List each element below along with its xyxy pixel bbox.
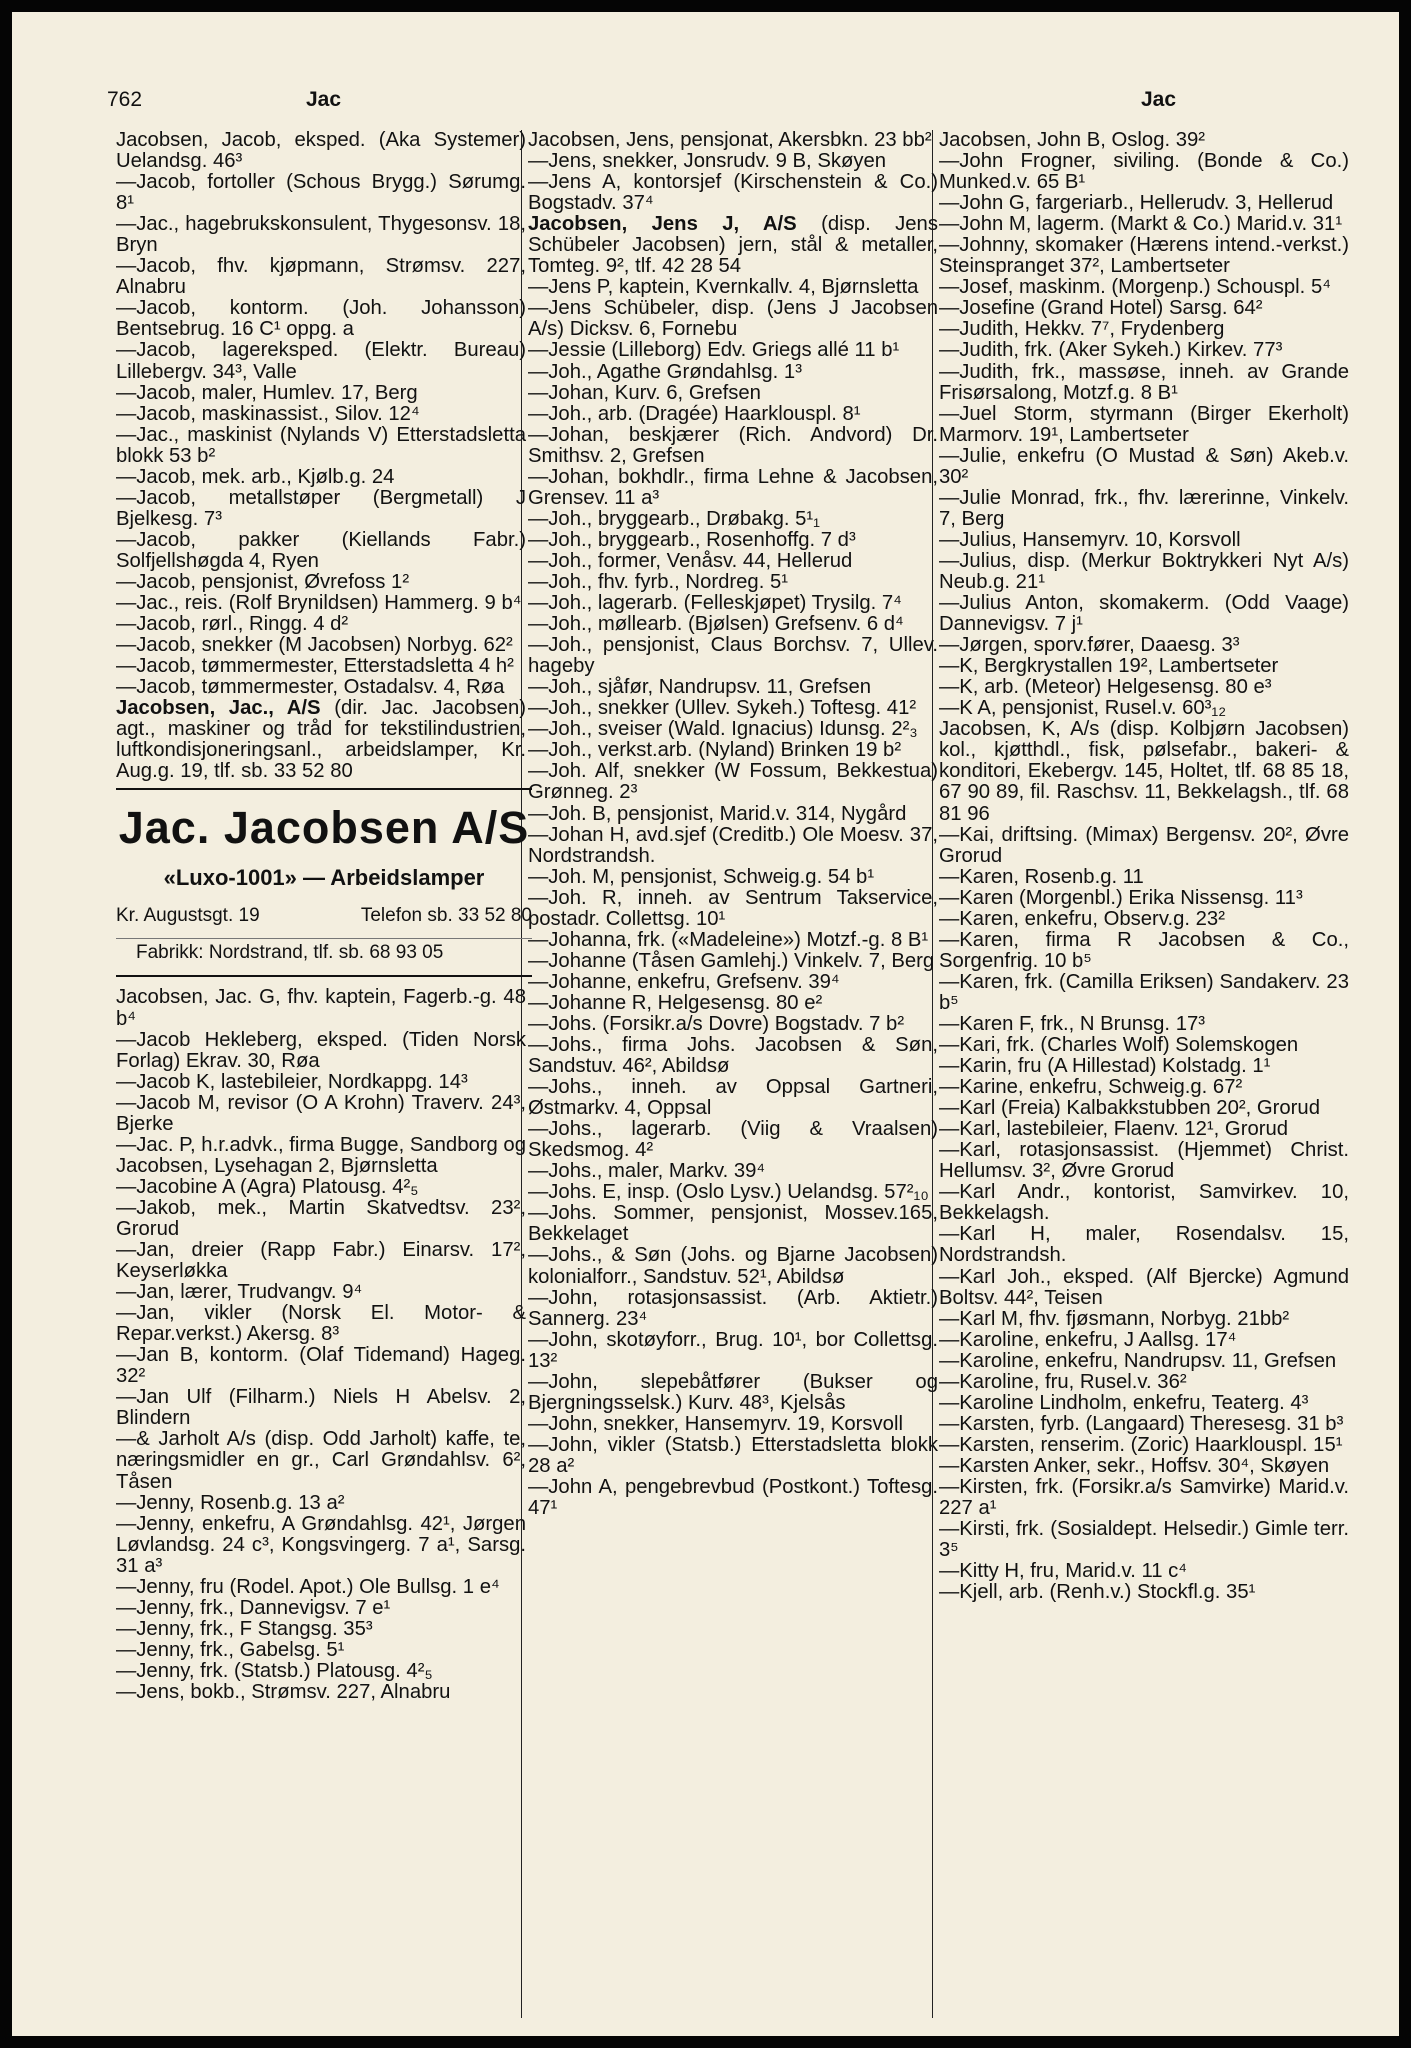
directory-entry: —John, rotasjonsassist. (Arb. Aktietr.) Sannerg. 23⁴ <box>528 1286 938 1330</box>
directory-entry: —Joh., møllearb. (Bjølsen) Grefsenv. 6 d⁴ <box>528 613 904 636</box>
directory-entry: —Joh. R, inneh. av Sentrum Takservice, postadr. Collettsg. 10¹ <box>528 886 938 930</box>
directory-entry: —Jacob, fortoller (Schous Brygg.) Sørumg. 8¹ <box>116 171 526 215</box>
directory-entry: —Joh. M, pensjonist, Schweig.g. 54 b¹ <box>528 865 875 888</box>
directory-entry: —Karen, Rosenb.g. 11 <box>939 865 1144 888</box>
directory-entry: Jacobsen, K, A/s (disp. Kolbjørn Jacobsen) kol., kjøtthdl., fisk, pølsefabr., bakeri- & konditori, Ekebergv. 145, Holtet, tlf. 68 85 18, 67 90 89, fil. Raschsv. 11, Bekkelagsh., tlf. 68 81 96 <box>939 718 1349 825</box>
directory-entry: —Jan, lærer, Trudvangv. 9⁴ <box>116 1281 363 1304</box>
directory-entry: —Joh., Agathe Grøndahlsg. 1³ <box>528 360 802 383</box>
directory-entry: —Joh., arb. (Dragée) Haarklouspl. 8¹ <box>528 402 861 425</box>
running-head-left: Jac <box>306 88 342 111</box>
directory-entry: —Jenny, frk. (Statsb.) Platousg. 4²₅ <box>116 1659 433 1682</box>
directory-entry: —Karoline, fru, Rusel.v. 36² <box>939 1370 1187 1393</box>
directory-page <box>12 12 1399 2036</box>
directory-entry: —Karen, firma R Jacobsen & Co., Sorgenfrig. 10 b⁵ <box>939 928 1349 972</box>
directory-entry: —K, arb. (Meteor) Helgesensg. 80 e³ <box>939 676 1272 699</box>
directory-entry: —Judith, frk. (Aker Sykeh.) Kirkev. 77³ <box>939 339 1283 362</box>
directory-entry: —Juel Storm, styrmann (Birger Ekerholt) Marmorv. 19¹, Lambertseter <box>939 402 1349 446</box>
directory-entry: —Jacob M, revisor (O A Krohn) Traverv. 24³, Bjerke <box>116 1091 526 1135</box>
directory-entry: —Karl (Freia) Kalbakkstubben 20², Grorud <box>939 1097 1320 1120</box>
directory-entry: —Jacob, metallstøper (Bergmetall) J Bjelkesg. 7³ <box>116 486 526 530</box>
directory-entry: —Jacob, maler, Humlev. 17, Berg <box>116 381 418 404</box>
directory-entry: —Judith, Hekkv. 7⁷, Frydenberg <box>939 318 1225 341</box>
directory-entry: —Karoline, enkefru, J Aallsg. 17⁴ <box>939 1328 1237 1351</box>
advertisement-box <box>116 788 532 977</box>
directory-entry: —Jørgen, sporv.fører, Daaesg. 3³ <box>939 634 1240 657</box>
directory-entry: —Jan, dreier (Rapp Fabr.) Einarsv. 17², Keyserløkka <box>116 1239 526 1283</box>
directory-entry: —Jacob, lagereksped. (Elektr. Bureau) Lillebergv. 34³, Valle <box>116 339 526 383</box>
directory-entry: —Johs., & Søn (Johs. og Bjarne Jacobsen) kolonialforr., Sandstuv. 52¹, Abildsø <box>528 1244 938 1288</box>
firm-entry: Jacobsen, Jac., A/S (dir. Jac. Jacobsen) agt., maskiner og tråd for tekstilindustrien, luftkondisjoneringsanl., arbeidslamper, Kr. Aug.g. 19, tlf. sb. 33 52 80 <box>116 697 526 783</box>
directory-entry: —Jacobine A (Agra) Platousg. 4²₅ <box>116 1175 419 1198</box>
directory-entry: —Johan H, avd.sjef (Creditb.) Ole Moesv. 37, Nordstrandsh. <box>528 823 938 867</box>
directory-entry: —Jacob, tømmermester, Ostadalsv. 4, Røa <box>116 676 505 699</box>
directory-entry: —Jac., reis. (Rolf Brynildsen) Hammerg. 9 b⁴ <box>116 592 522 615</box>
directory-entry: —Jacob Hekleberg, eksped. (Tiden Norsk Forlag) Ekrav. 30, Røa <box>116 1028 526 1072</box>
directory-entry: —Kirsti, frk. (Sosialdept. Helsedir.) Gimle terr. 3⁵ <box>939 1518 1349 1562</box>
directory-entry: —Jacob, pakker (Kiellands Fabr.) Solfjellshøgda 4, Ryen <box>116 528 526 572</box>
directory-entry: —Johs., inneh. av Oppsal Gartneri, Østmarkv. 4, Oppsal <box>528 1076 938 1120</box>
directory-entry: —Karl Andr., kontorist, Samvirkev. 10, Bekkelagsh. <box>939 1181 1349 1225</box>
directory-entry: —Johan, bokhdlr., firma Lehne & Jacobsen, Grensev. 11 a³ <box>528 465 938 509</box>
directory-entry: —Josefine (Grand Hotel) Sarsg. 64² <box>939 297 1263 320</box>
column-3 <box>939 130 1349 1603</box>
directory-entry: —Karl Joh., eksped. (Alf Bjercke) Agmund Boltsv. 44², Teisen <box>939 1265 1349 1309</box>
directory-entry: —Julius, disp. (Merkur Boktrykkeri Nyt A/s) Neub.g. 21¹ <box>939 549 1349 593</box>
directory-entry: —Jens A, kontorsjef (Kirschenstein & Co.) Bogstadv. 37⁴ <box>528 171 938 215</box>
directory-entry: —John, skotøyforr., Brug. 10¹, bor Collettsg. 13² <box>528 1328 938 1372</box>
directory-entry: —Jacob, mek. arb., Kjølb.g. 24 <box>116 465 395 488</box>
directory-entry: —Johanne (Tåsen Gamlehj.) Vinkelv. 7, Berg <box>528 949 935 972</box>
directory-entry: —Josef, maskinm. (Morgenp.) Schouspl. 5⁴ <box>939 276 1331 299</box>
directory-entry: —Karsten Anker, sekr., Hoffsv. 30⁴, Skøyen <box>939 1454 1330 1477</box>
directory-entry: —& Jarholt A/s (disp. Odd Jarholt) kaffe, te, næringsmidler en gr., Carl Grøndahlsv. 6², Tåsen <box>116 1428 526 1493</box>
directory-entry: —Jacob K, lastebileier, Nordkappg. 14³ <box>116 1070 468 1093</box>
directory-entry: —Jenny, Rosenb.g. 13 a² <box>116 1491 345 1514</box>
directory-entry: —Jacob, kontorm. (Joh. Johansson) Bentsebrug. 16 C¹ oppg. a <box>116 297 526 341</box>
directory-entry: Jacobsen, John B, Oslog. 39² <box>939 129 1206 151</box>
directory-entry: —Jacob, fhv. kjøpmann, Strømsv. 227, Alnabru <box>116 255 526 299</box>
directory-entry: —Julius, Hansemyrv. 10, Korsvoll <box>939 528 1241 551</box>
directory-entry: —Jakob, mek., Martin Skatvedtsv. 23², Grorud <box>116 1196 526 1240</box>
column-2 <box>528 130 938 1519</box>
directory-entry: —Jac. P, h.r.advk., firma Bugge, Sandborg og Jacobsen, Lysehagan 2, Bjørnsletta <box>116 1133 526 1177</box>
directory-entry: —Jenny, enkefru, A Grøndahlsg. 42¹, Jørgen Løvlandsg. 24 c³, Kongsvingerg. 7 a¹, Sarsg. 31 a³ <box>116 1512 526 1577</box>
directory-entry: —Julie Monrad, frk., fhv. lærerinne, Vinkelv. 7, Berg <box>939 486 1349 530</box>
directory-entry: —Karl, lastebileier, Flaenv. 12¹, Grorud <box>939 1118 1289 1141</box>
directory-entry: —John A, pengebrevbud (Postkont.) Toftesg. 47¹ <box>528 1476 938 1520</box>
directory-entry: —John M, lagerm. (Markt & Co.) Marid.v. 31¹ <box>939 213 1343 236</box>
directory-entry: —Jacob, snekker (M Jacobsen) Norbyg. 62² <box>116 634 513 657</box>
directory-entry: —Karl, rotasjonsassist. (Hjemmet) Christ. Hellumsv. 3², Øvre Grorud <box>939 1139 1349 1183</box>
directory-entry: —Jacob, maskinassist., Silov. 12⁴ <box>116 402 420 425</box>
directory-entry: —K, Bergkrystallen 19², Lambertseter <box>939 655 1279 678</box>
firm-entry: Jacobsen, Jens J, A/S (disp. Jens Schübeler Jacobsen) jern, stål & metaller, Tomteg. 9², tlf. 42 28 54 <box>528 213 938 278</box>
directory-entry: —Karen, enkefru, Observ.g. 23² <box>939 907 1225 930</box>
directory-entry: —Kari, frk. (Charles Wolf) Solemskogen <box>939 1034 1299 1057</box>
directory-entry: —Joh., bryggearb., Rosenhoffg. 7 d³ <box>528 528 856 551</box>
directory-entry: —Jenny, fru (Rodel. Apot.) Ole Bullsg. 1 e⁴ <box>116 1575 500 1598</box>
directory-entry: —Julius Anton, skomakerm. (Odd Vaage) Dannevigsv. 7 j¹ <box>939 592 1349 636</box>
directory-entry: —Johan, beskjærer (Rich. Andvord) Dr. Smithsv. 2, Grefsen <box>528 423 938 467</box>
directory-entry: —Karine, enkefru, Schweig.g. 67² <box>939 1076 1243 1099</box>
page-number: 762 <box>107 88 143 111</box>
directory-entry: —John, vikler (Statsb.) Etterstadsletta blokk 28 a² <box>528 1433 938 1477</box>
directory-entry: —Karin, fru (A Hillestad) Kolstadg. 1¹ <box>939 1055 1271 1078</box>
directory-entry: —Joh., lagerarb. (Felleskjøpet) Trysilg. 7⁴ <box>528 592 902 615</box>
directory-entry: Jacobsen, Jens, pensjonat, Akersbkn. 23 bb² <box>528 129 932 151</box>
directory-entry: —Julie, enkefru (O Mustad & Søn) Akeb.v. 30² <box>939 444 1349 488</box>
directory-entry: —John Frogner, siviling. (Bonde & Co.) Munked.v. 65 B¹ <box>939 150 1349 194</box>
directory-entry: —Johanna, frk. («Madeleine») Motzf.-g. 8 B¹ <box>528 928 929 951</box>
directory-entry: —Karsten, renserim. (Zoric) Haarklouspl. 15¹ <box>939 1433 1343 1456</box>
directory-entry: —Jens, bokb., Strømsv. 227, Alnabru <box>116 1681 451 1703</box>
directory-entry: —Johs., lagerarb. (Viig & Vraalsen) Skedsmog. 4² <box>528 1118 938 1162</box>
directory-entry: —Kai, driftsing. (Mimax) Bergensv. 20², Øvre Grorud <box>939 823 1349 867</box>
directory-entry: —Jenny, frk., F Stangsg. 35³ <box>116 1617 373 1640</box>
directory-entry: —Johanne R, Helgesensg. 80 e² <box>528 991 823 1014</box>
ad-subtitle: «Luxo-1001» — Arbeidslamper <box>163 865 485 891</box>
directory-entry: —John, snekker, Hansemyrv. 19, Korsvoll <box>528 1412 903 1435</box>
directory-entry: —Karoline Lindholm, enkefru, Teaterg. 4³ <box>939 1391 1309 1414</box>
directory-entry: —Joh., snekker (Ullev. Sykeh.) Toftesg. 41² <box>528 697 917 720</box>
directory-entry: —Jan B, kontorm. (Olaf Tidemand) Hageg. 32² <box>116 1344 526 1388</box>
directory-entry: —Joh. Alf, snekker (W Fossum, Bekkestua) Grønneg. 2³ <box>528 760 938 804</box>
directory-entry: —Kirsten, frk. (Forsikr.a/s Samvirke) Marid.v. 227 a¹ <box>939 1476 1349 1520</box>
directory-entry: —Joh., verkst.arb. (Nyland) Brinken 19 b² <box>528 739 902 762</box>
directory-entry: Jacobsen, Jacob, eksped. (Aka Systemer) Uelandsg. 46³ <box>116 129 526 173</box>
directory-entry: —Joh., sveiser (Wald. Ignacius) Idunsg. 2²₃ <box>528 718 918 741</box>
directory-entry: —Karen F, frk., N Brunsg. 17³ <box>939 1012 1206 1035</box>
ad-factory: Fabrikk: Nordstrand, tlf. sb. 68 93 05 <box>116 938 532 965</box>
directory-entry: —Jenny, frk., Gabelsg. 5¹ <box>116 1638 345 1661</box>
directory-entry: —Kjell, arb. (Renh.v.) Stockfl.g. 35¹ <box>939 1581 1256 1604</box>
directory-entry: —Joh., fhv. fyrb., Nordreg. 5¹ <box>528 570 788 593</box>
directory-entry: —Johs., maler, Markv. 39⁴ <box>528 1160 766 1183</box>
directory-entry: —K A, pensjonist, Rusel.v. 60³₁₂ <box>939 697 1227 720</box>
directory-entry: —Jacob, rørl., Ringg. 4 d² <box>116 613 349 636</box>
directory-entry: —Jens, snekker, Jonsrudv. 9 B, Skøyen <box>528 150 887 173</box>
directory-entry: —Jan Ulf (Filharm.) Niels H Abelsv. 2, Blindern <box>116 1386 526 1430</box>
directory-entry: —John, slepebåtfører (Bukser og Bjergningsselsk.) Kurv. 48³, Kjelsås <box>528 1370 938 1414</box>
directory-entry: —Karl M, fhv. fjøsmann, Norbyg. 21bb² <box>939 1307 1290 1330</box>
directory-entry: —Kitty H, fru, Marid.v. 11 c⁴ <box>939 1560 1188 1583</box>
directory-entry: —Joh., bryggearb., Drøbakg. 5¹₁ <box>528 507 821 530</box>
column-1 <box>116 129 532 1703</box>
directory-entry: —Johs. E, insp. (Oslo Lysv.) Uelandsg. 57²₁₀ <box>528 1181 929 1204</box>
directory-entry: —Johanne, enkefru, Grefsenv. 39⁴ <box>528 970 840 993</box>
ad-address: Kr. Augustsgt. 19 <box>116 905 260 927</box>
directory-entry: —Joh. B, pensjonist, Marid.v. 314, Nygård <box>528 802 907 825</box>
directory-entry: —Jan, vikler (Norsk El. Motor- & Repar.verkst.) Akersg. 8³ <box>116 1302 526 1346</box>
directory-entry: —Karen (Morgenbl.) Erika Nissensg. 11³ <box>939 886 1303 909</box>
running-head-right: Jac <box>1141 88 1177 111</box>
directory-entry: —Karoline, enkefru, Nandrupsv. 11, Grefsen <box>939 1349 1337 1372</box>
ad-contact-row <box>116 904 532 928</box>
directory-entry: —Karsten, fyrb. (Langaard) Theresesg. 31 b³ <box>939 1412 1344 1435</box>
directory-entry: —Joh., former, Venåsv. 44, Hellerud <box>528 549 853 572</box>
directory-entry: —Karl H, maler, Rosendalsv. 15, Nordstrandsh. <box>939 1223 1349 1267</box>
directory-entry: —Jenny, frk., Dannevigsv. 7 e¹ <box>116 1596 391 1619</box>
directory-entry: —Johs. (Forsikr.a/s Dovre) Bogstadv. 7 b² <box>528 1012 905 1035</box>
directory-entry: —Johs. Sommer, pensjonist, Mossev.165, Bekkelaget <box>528 1202 938 1246</box>
directory-entry: —Jac., hagebrukskonsulent, Thygesonsv. 18, Bryn <box>116 213 526 257</box>
directory-entry: —John G, fargeriarb., Hellerudv. 3, Hellerud <box>939 192 1334 215</box>
directory-entry: Jacobsen, Jac. G, fhv. kaptein, Fagerb.-g. 48 b⁴ <box>116 986 526 1030</box>
directory-entry: —Karen, frk. (Camilla Eriksen) Sandakerv. 23 b⁵ <box>939 970 1349 1014</box>
directory-entry: —Jens Schübeler, disp. (Jens J Jacobsen A/s) Dicksv. 6, Fornebu <box>528 297 938 341</box>
directory-entry: —Joh., pensjonist, Claus Borchsv. 7, Ullev. hageby <box>528 634 938 678</box>
ad-phone: Telefon sb. 33 52 80 <box>360 905 532 927</box>
directory-entry: —Jacob, pensjonist, Øvrefoss 1² <box>116 570 410 593</box>
ad-title: Jac. Jacobsen A/S <box>118 802 530 854</box>
directory-entry: —Johan, Kurv. 6, Grefsen <box>528 381 761 404</box>
directory-entry: —Judith, frk., massøse, inneh. av Grande Frisørsalong, Motzf.g. 8 B¹ <box>939 360 1349 404</box>
directory-entry: —Johnny, skomaker (Hærens intend.-verkst.) Steinspranget 37², Lambertseter <box>939 234 1349 278</box>
directory-entry: —Jac., maskinist (Nylands V) Etterstadsletta blokk 53 b² <box>116 423 526 467</box>
directory-entry: —Joh., sjåfør, Nandrupsv. 11, Grefsen <box>528 676 872 699</box>
directory-entry: —Jens P, kaptein, Kvernkallv. 4, Bjørnsletta <box>528 276 919 299</box>
directory-entry: —Johs., firma Johs. Jacobsen & Søn, Sandstuv. 46², Abildsø <box>528 1034 938 1078</box>
directory-entry: —Jessie (Lilleborg) Edv. Griegs allé 11 b¹ <box>528 339 900 362</box>
directory-entry: —Jacob, tømmermester, Etterstadsletta 4 h² <box>116 655 514 678</box>
